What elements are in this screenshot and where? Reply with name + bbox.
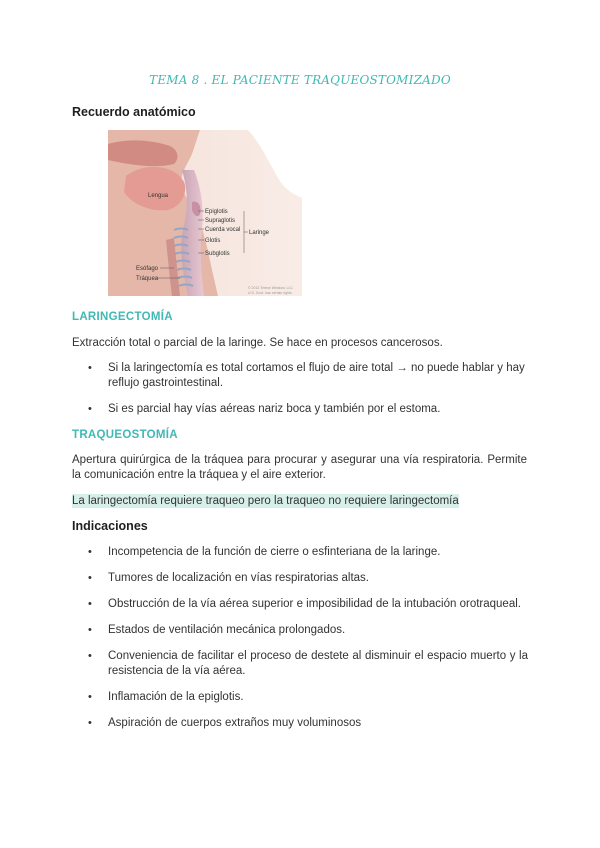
label-epiglotis: Epiglotis	[205, 209, 228, 215]
label-cuerda-vocal: Cuerda vocal	[205, 227, 241, 233]
laringectomia-definition: Extracción total o parcial de la laringe. Se hace en procesos cancerosos.	[72, 337, 443, 349]
list-item: • Tumores de localización en vías respiratorias altas.	[88, 571, 528, 586]
label-supraglotis: Supraglotis	[205, 218, 236, 224]
list-item: • Conveniencia de facilitar el proceso de destete al disminuir el espacio muerto y la resistencia de la vía aérea.	[88, 649, 528, 679]
label-esofago: Esófago	[136, 266, 159, 272]
section-heading-anatomy: Recuerdo anatómico	[72, 105, 196, 119]
label-lengua: Lengua	[148, 193, 169, 199]
section-heading-indicaciones: Indicaciones	[72, 519, 148, 533]
list-item: • Obstrucción de la vía aérea superior e imposibilidad de la intubación orotraqueal.	[88, 597, 528, 612]
highlighted-text: La laringectomía requiere traqueo pero la traqueo no requiere laringectomía	[72, 495, 459, 507]
label-laringe: Laringe	[249, 230, 270, 236]
laringectomia-list	[88, 361, 528, 417]
page-title: TEMA 8 . EL PACIENTE TRAQUEOSTOMIZADO	[149, 73, 451, 87]
list-item: • Si la laringectomía es total cortamos el flujo de aire total → no puede hablar y hay reflujo gastrointestinal.	[88, 361, 528, 391]
label-traquea: Tráquea	[136, 276, 159, 282]
section-heading-traqueostomia: TRAQUEOSTOMÍA	[72, 429, 178, 441]
indicaciones-list	[88, 545, 528, 731]
label-glotis: Glotis	[205, 238, 221, 244]
list-item: • Si es parcial hay vías aéreas nariz boca y también por el estoma.	[88, 402, 528, 417]
label-subglotis: Subglotis	[205, 251, 230, 257]
anatomy-illustration	[108, 130, 302, 296]
highlight-note	[72, 494, 527, 509]
traqueostomia-definition: Apertura quirúrgica de la tráquea para procurar y asegurar una vía respiratoria. Permite la comunicación entre la tráquea y el aire exterior.	[72, 454, 527, 481]
figure-copyright-2: U.S. Govt. has certain rights	[248, 291, 292, 295]
figure-copyright-1: © 2013 Terese Winslow, LLC	[248, 286, 293, 290]
list-item: • Incompetencia de la función de cierre o esfinteriana de la laringe.	[88, 545, 528, 560]
list-item: • Inflamación de la epiglotis.	[88, 690, 528, 705]
list-item: • Estados de ventilación mecánica prolongados.	[88, 623, 528, 638]
section-heading-laringectomia: LARINGECTOMÍA	[72, 311, 173, 323]
list-item: • Aspiración de cuerpos extraños muy voluminosos	[88, 716, 528, 731]
